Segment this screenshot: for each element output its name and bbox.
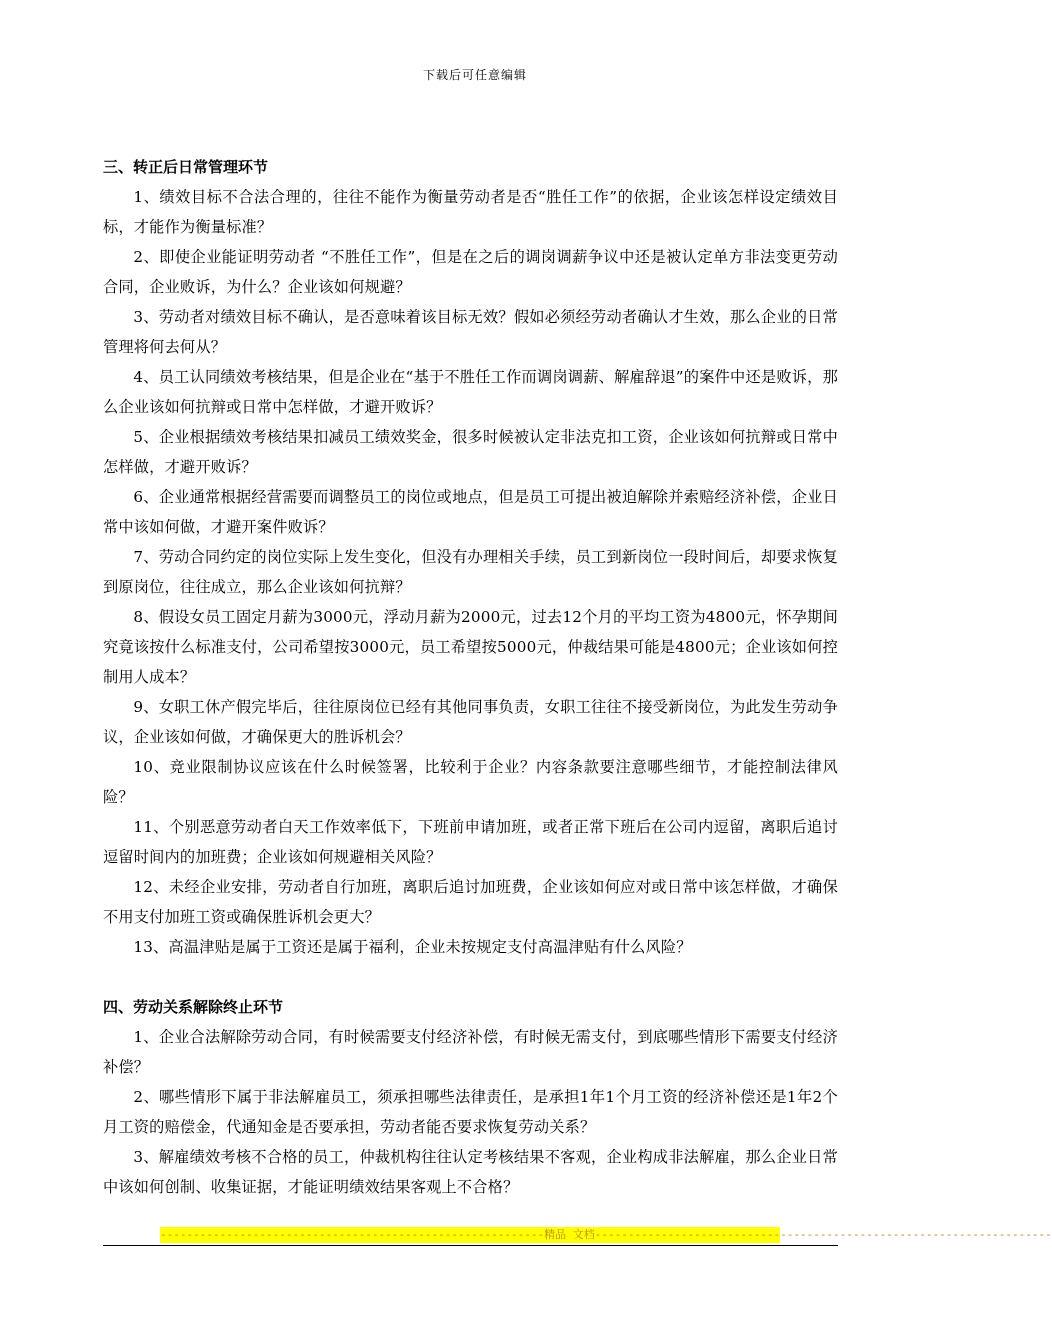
section3-paragraph: 12、未经企业安排，劳动者自行加班，离职后追讨加班费，企业该如何应对或日常中该怎样做，才确保不用支付加班工资或确保胜诉机会更大？ xyxy=(103,878,838,926)
section3-paragraph: 6、企业通常根据经营需要而调整员工的岗位或地点，但是员工可提出被迫解除并索赔经济补偿，企业日常中该如何做，才避开案件败诉？ xyxy=(103,488,838,536)
section-title-4: 四、劳动关系解除终止环节 xyxy=(103,998,284,1016)
section3-paragraph: 7、劳动合同约定的岗位实际上发生变化，但没有办理相关手续，员工到新岗位一段时间后，却要求恢复到原岗位，往往成立，那么企业该如何抗辩？ xyxy=(103,548,838,596)
section-title-3: 三、转正后日常管理环节 xyxy=(103,158,269,176)
document-body xyxy=(103,152,838,1202)
page-header: 下载后可任意编辑 xyxy=(422,68,527,82)
section4-paragraph: 2、哪些情形下属于非法解雇员工，须承担哪些法律责任，是承担1年1个月工资的经济补偿还是1年2个月工资的赔偿金，代通知金是否要承担，劳动者能否要求恢复劳动关系？ xyxy=(103,1088,838,1136)
section3-paragraph: 3、劳动者对绩效目标不确认，是否意味着该目标无效？假如必须经劳动者确认才生效，那么企业的日常管理将何去何从？ xyxy=(103,308,838,356)
section3-paragraph: 10、竞业限制协议应该在什么时候签署，比较利于企业？内容条款要注意哪些细节，才能控制法律风险？ xyxy=(103,758,838,806)
section3-paragraph: 1、绩效目标不合法合理的，往往不能作为衡量劳动者是否“胜任工作”的依据，企业该怎样设定绩效目标，才能作为衡量标准？ xyxy=(103,188,838,236)
section-spacer xyxy=(103,962,838,992)
section3-paragraph: 11、个别恶意劳动者白天工作效率低下，下班前申请加班，或者正常下班后在公司内逗留，离职后追讨逗留时间内的加班费；企业该如何规避相关风险？ xyxy=(103,818,838,866)
section3-paragraph: 2、即使企业能证明劳动者 “不胜任工作”，但是在之后的调岗调薪争议中还是被认定单方非法变更劳动合同，企业败诉，为什么？企业该如何规避？ xyxy=(103,248,838,296)
section3-paragraph: 8、假设女员工固定月薪为3000元，浮动月薪为2000元，过去12个月的平均工资为4800元，怀孕期间究竟该按什么标准支付，公司希望按3000元，员工希望按5000元，仲裁结果可能是4800元；企业该如何控制用人成本？ xyxy=(103,608,838,686)
footer-divider xyxy=(103,1245,838,1246)
section3-paragraph: 13、高温津贴是属于工资还是属于福利，企业未按规定支付高温津贴有什么风险？ xyxy=(133,938,692,956)
footer-banner: ----------------------------------------------------------精品 文档--------------------------------------------------------------------- xyxy=(160,1228,1052,1241)
section3-paragraph: 5、企业根据绩效考核结果扣减员工绩效奖金，很多时候被认定非法克扣工资，企业该如何抗辩或日常中怎样做，才避开败诉？ xyxy=(103,428,838,476)
section4-paragraph: 3、解雇绩效考核不合格的员工，仲裁机构往往认定考核结果不客观，企业构成非法解雇，那么企业日常中该如何创制、收集证据，才能证明绩效结果客观上不合格？ xyxy=(103,1148,838,1196)
section4-paragraph: 1、企业合法解除劳动合同，有时候需要支付经济补偿，有时候无需支付，到底哪些情形下需要支付经济补偿？ xyxy=(103,1028,838,1076)
section3-paragraph: 4、员工认同绩效考核结果，但是企业在“基于不胜任工作而调岗调薪、解雇辞退”的案件中还是败诉，那么企业该如何抗辩或日常中怎样做，才避开败诉？ xyxy=(103,368,838,416)
section3-paragraph: 9、女职工休产假完毕后，往往原岗位已经有其他同事负责，女职工往往不接受新岗位，为此发生劳动争议，企业该如何做，才确保更大的胜诉机会？ xyxy=(103,698,838,746)
